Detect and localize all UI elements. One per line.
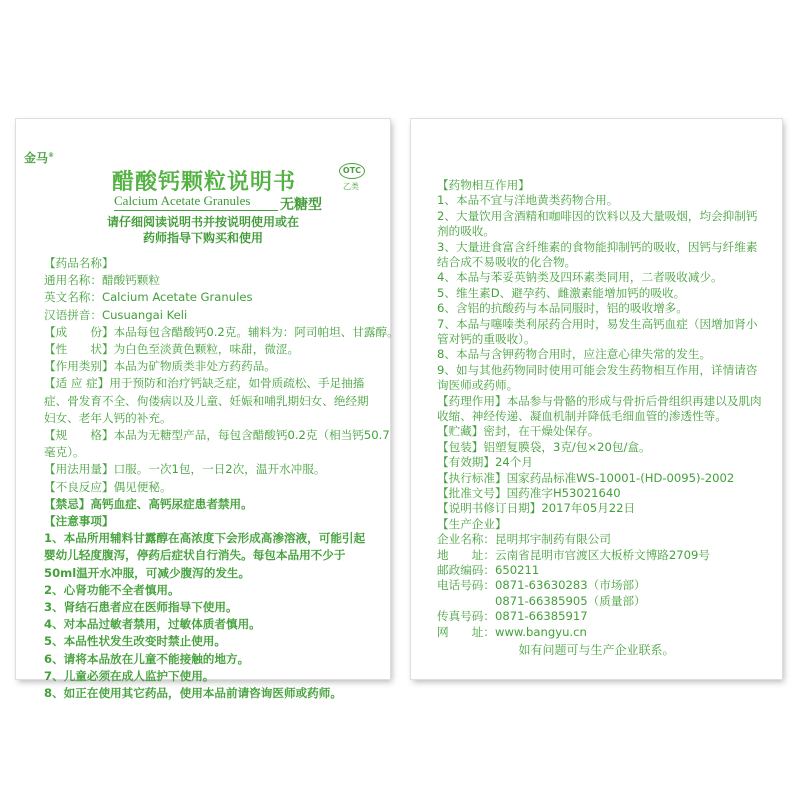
text-line: 【不良反应】偶见便秘。: [44, 479, 172, 494]
text-line: 【贮藏】密封，在干燥处保存。: [437, 424, 600, 439]
text-line: 【执行标准】国家药品标准WS-10001-(HD-0095)-2002: [437, 470, 735, 485]
text-line: 0871-66385905（质量部）: [437, 593, 646, 608]
title-underline: [114, 210, 278, 211]
text-line: 询医师或药师。: [437, 378, 519, 393]
text-line: 结合成不易吸收的化合物。: [437, 255, 577, 269]
text-line: 邮政编码：650211: [437, 563, 540, 577]
text-line: 2、心肾功能不全者慎用。: [44, 582, 180, 597]
text-line: 电话号码：0871-63630283（市场部）: [437, 578, 646, 593]
text-line: 4、本品与苯妥英钠类及四环素类同用，二者吸收减少。: [437, 270, 723, 285]
subtitle-line: 请仔细阅读说明书并按说明使用或在: [106, 215, 299, 229]
text-line: 【药理作用】本品参与骨骼的形成与骨折后骨组织再建以及肌肉: [437, 393, 762, 408]
subtitle-line: 药师指导下购买和使用: [142, 231, 263, 245]
text-line: 5、维生素D、避孕药、雌激素能增加钙的吸收。: [437, 285, 686, 300]
text-line: 妇女、老年人钙的补充。: [44, 410, 172, 425]
footer-note: 如有问题可与生产企业联系。: [518, 643, 675, 657]
text-line: 地 址：云南省昆明市官渡区大板桥文博路2709号: [437, 547, 710, 562]
text-line: 9、如与其他药物同时使用可能会发生药物相互作用，详情请咨: [437, 362, 758, 377]
text-line: 3、大量进食富含纤维素的食物能抑制钙的吸收，因钙与纤维素: [437, 239, 758, 254]
text-line: 【包装】铝塑复膜袋，3克/包×20包/盒。: [437, 439, 651, 454]
text-line: 5、本品性状发生改变时禁止使用。: [44, 634, 226, 649]
text-line: 【禁忌】高钙血症、高钙尿症患者禁用。: [44, 496, 253, 511]
text-line: 【药品名称】: [44, 256, 114, 270]
text-line: 【药物相互作用】: [437, 178, 530, 192]
text-line: 婴幼儿轻度腹泻，停药后症状自行消失。每包本品用不少于: [44, 548, 346, 563]
text-line: 1、本品不宜与洋地黄类药物合用。: [437, 193, 619, 208]
text-line: 【用法用量】口服。一次1包，一日2次，温开水冲服。: [44, 462, 326, 477]
text-line: 【有效期】24个月: [437, 455, 533, 470]
text-line: 症、骨发育不全、佝偻病以及儿童、妊娠和哺乳期妇女、绝经期: [44, 393, 369, 408]
text-line: 8、如正在使用其它药品，使用本品前请咨询医师或药师。: [44, 686, 342, 700]
text-line: 6、含铝的抗酸药与本品同服时，铝的吸收增多。: [437, 301, 688, 316]
text-line: 通用名称：醋酸钙颗粒: [44, 273, 160, 288]
text-line: 【说明书修订日期】2017年05月22日: [437, 501, 636, 516]
leaflet-page-left: [16, 119, 399, 700]
text-line: 收缩、神经传递、凝血机制并降低毛细血管的渗透性等。: [437, 409, 727, 423]
text-line: 汉语拼音：Cusuangai Keli: [44, 307, 188, 322]
leaflet-page-right: [411, 119, 782, 679]
text-line: 传真号码：0871-66385917: [437, 609, 588, 624]
text-line: 管对钙的重吸收）。: [437, 332, 536, 346]
brand-logo: 金马®: [24, 151, 55, 165]
text-line: 网 址：www.bangyu.cn: [437, 624, 587, 639]
text-line: 剂的吸收。: [437, 224, 495, 239]
text-line: 【规 格】本品为无糖型产品，每包含醋酸钙0.2克（相当钙50.7: [44, 428, 390, 442]
text-line: 50ml温开水冲服，可减少腹泻的发生。: [44, 565, 251, 580]
text-line: 8、本品与含钾药物合用时，应注意心律失常的发生。: [437, 347, 712, 362]
text-line: 【注意事项】: [44, 514, 114, 528]
otc-category: 乙类: [343, 182, 359, 191]
text-line: 英文名称：Calcium Acetate Granules: [44, 290, 253, 305]
text-line: 【作用类别】本品为矿物质类非处方药药品。: [44, 359, 276, 374]
text-line: 4、对本品过敏者禁用，过敏体质者慎用。: [44, 617, 261, 632]
text-line: 1、本品所用辅料甘露醇在高浓度下会形成高渗溶液，可能引起: [44, 531, 366, 546]
text-line: 【性 状】为白色至淡黄色颗粒，味甜，微涩。: [44, 342, 300, 356]
text-line: 企业名称：昆明邦宇制药有限公司: [437, 532, 611, 547]
text-line: 7、儿童必须在成人监护下使用。: [44, 668, 215, 683]
text-line: 2、大量饮用含酒精和咖啡因的饮料以及大量吸烟，均会抑制钙: [437, 208, 758, 223]
document-title: 醋酸钙颗粒说明书: [112, 170, 297, 195]
text-line: 【成 份】本品每包含醋酸钙0.2克。辅料为：阿司帕坦、甘露醇。: [44, 324, 399, 339]
text-line: 【生产企业】: [437, 516, 507, 531]
sugar-free-label: 无糖型: [280, 197, 322, 213]
text-line: 7、本品与噻嗪类利尿药合用时，易发生高钙血症（因增加肾小: [437, 316, 758, 331]
text-line: 3、肾结石患者应在医师指导下使用。: [44, 600, 238, 614]
english-title: Calcium Acetate Granules: [114, 193, 251, 208]
text-line: 毫克）。: [44, 445, 85, 460]
text-line: 【批准文号】国药准字H53021640: [437, 486, 621, 500]
otc-badge: OTC: [339, 163, 365, 179]
text-line: 6、请将本品放在儿童不能接触的地方。: [44, 651, 250, 666]
text-line: 【适 应 症】用于预防和治疗钙缺乏症，如骨质疏松、手足抽搐: [44, 376, 365, 391]
